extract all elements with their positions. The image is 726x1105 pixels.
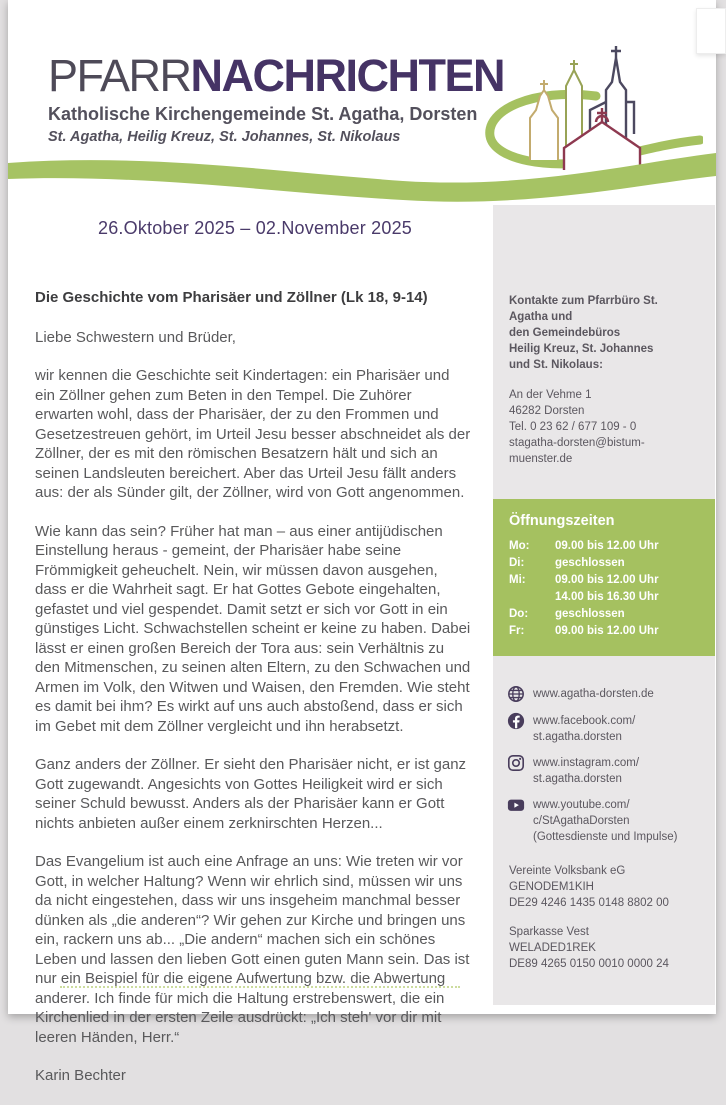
website-link[interactable]	[507, 686, 701, 703]
article-paragraph: Das Evangelium ist auch eine Anfrage an uns: Wie treten wir vor Gott, in welcher Haltung? Wenn wir ehrlich sind, müssen wir uns da nicht eingestehen, dass wir uns insgeheim manchmal besser dünken als „die anderen“? Wir gehen zur Kirche und bringen uns ein, rackern uns ab... „Die andern“ machen sich ein schönes Leben und lassen den lieben Gott einen guten Mann sein. Das ist nur ein Beispiel für die eigene Aufwertung bzw. die Abwertung anderer. Ich finde für mich die Haltung erstrebenswert, die ein Kirchenlied in der ersten Zeile ausdrückt: „Ich steh' vor dir mit leeren Händen, Herr.“	[35, 853, 470, 1046]
opening-hours-row	[509, 606, 699, 623]
social-links	[507, 686, 701, 845]
header	[48, 52, 504, 145]
facebook-url[interactable]: www.facebook.com/	[533, 715, 636, 727]
contact-email-link[interactable]: stagatha-dorsten@bistum-muenster.de	[509, 437, 645, 465]
article-paragraph: Ganz anders der Zöllner. Er sieht den Pharisäer nicht, er ist ganz Gott zugewandt. Angesichts von Gottes Heiligkeit wird er sich seiner Schuld bewusst. Anders als der Pharisäer kann er Gott nichts anbieten außer einem zerknirschten Herzen...	[35, 756, 467, 832]
hours-time: geschlossen	[555, 557, 625, 569]
instagram-url[interactable]: st.agatha.dorsten	[533, 773, 622, 785]
opening-hours-row	[509, 589, 699, 606]
opening-hours-row	[509, 572, 699, 589]
contact-block	[509, 293, 699, 467]
page-title	[48, 52, 504, 100]
article-salutation: Liebe Schwestern und Brüder,	[35, 328, 236, 346]
globe-icon	[507, 685, 525, 703]
instagram-link[interactable]	[507, 755, 701, 787]
hours-time: 14.00 bis 16.30 Uhr	[555, 591, 659, 603]
bank-accounts	[509, 863, 699, 972]
facebook-icon	[507, 712, 525, 730]
bank-bic: GENODEM1KIH	[509, 881, 594, 893]
bank-name: Vereinte Volksbank eG	[509, 865, 626, 877]
corner-overlay-box	[696, 8, 726, 54]
website-url[interactable]: www.agatha-dorsten.de	[533, 688, 654, 700]
contact-city: 46282 Dorsten	[509, 405, 585, 417]
hours-time: 09.00 bis 12.00 Uhr	[555, 625, 659, 637]
date-range-heading: 26.Oktober 2025 – 02.November 2025	[98, 218, 413, 238]
article-paragraph: wir kennen die Geschichte seit Kindertagen: ein Pharisäer und ein Zöllner gehen zum Beten in den Tempel. Die Zuhörer erwarten wohl, dass der Pharisäer, der zu den Frommen und Gesetzestreuen gehört, im Urteil Jesu besser abschneidet als der Zöllner, der es mit den römischen Besatzern hält und sich an seinen Landsleuten bereichert. Aber das Urteil Jesu fällt anders aus: der als Sünder gilt, der Zöllner, wird von Gott angenommen.	[35, 367, 471, 501]
contact-street: An der Vehme 1	[509, 389, 592, 401]
hours-day: Mi:	[509, 574, 526, 586]
article-signature: Karin Bechter	[35, 1067, 126, 1084]
youtube-note: (Gottesdienste und Impulse)	[533, 831, 678, 843]
contact-phone: Tel. 0 23 62 / 677 109 - 0	[509, 421, 637, 433]
bank-iban: DE29 4246 1435 0148 8802 00	[509, 897, 669, 909]
parish-community-subtitle: Katholische Kirchengemeinde St. Agatha, Dorsten	[48, 104, 478, 124]
opening-hours-title: Öffnungszeiten	[509, 513, 615, 529]
hours-day: Di:	[509, 557, 525, 569]
logo-text-pfarr: PFARR	[48, 50, 191, 101]
contact-title-line: Kontakte zum Pfarrbüro St. Agatha und	[509, 295, 658, 323]
hours-day: Mo:	[509, 540, 530, 552]
opening-hours-row	[509, 538, 699, 555]
hours-time: 09.00 bis 12.00 Uhr	[555, 540, 659, 552]
article-paragraph: Wie kann das sein? Früher hat man – aus einer antijüdischen Einstellung heraus - gemeint, der Pharisäer habe seine Frömmigkeit geheuchelt. Nein, wir müssen davon ausgehen, dass er die Wahrheit sagt. Er hat Gottes Gebote eingehalten, gefastet und viel gespendet. Damit setzt er sich vor Gott in ein günstiges Licht. Schwachstellen scheint er keine zu haben. Dabei lässt er einen großen Bereich der Tora aus: sein Verhältnis zu den Mitmenschen, zu seinen alten Eltern, zu den Schwachen und Armen im Volk, den Witwen und Waisen, den Fremden. Wie steht es damit bei ihm? Es wirkt auf uns auch abstoßend, dass er sich im Gebet mit dem Zöllner vergleicht und ihn herabsetzt.	[35, 522, 471, 735]
hours-day: Do:	[509, 608, 529, 620]
contact-parish-line: und St. Nikolaus:	[509, 359, 603, 371]
logo-text-nachrichten: NACHRICHTEN	[190, 50, 505, 101]
contact-parish-line: Heilig Kreuz, St. Johannes	[509, 343, 654, 355]
bank-account	[509, 924, 699, 972]
facebook-url[interactable]: st.agatha.dorsten	[533, 731, 622, 743]
bank-iban: DE89 4265 0150 0010 0000 24	[509, 958, 669, 970]
youtube-icon	[507, 796, 525, 814]
opening-hours-row	[509, 623, 699, 640]
green-wave-divider	[8, 148, 716, 208]
article	[35, 288, 471, 1105]
youtube-url[interactable]: www.youtube.com/	[533, 799, 630, 811]
youtube-link[interactable]	[507, 797, 701, 845]
hours-time: geschlossen	[555, 608, 625, 620]
newsletter-page	[8, 0, 716, 1084]
hours-day	[509, 589, 555, 606]
instagram-icon	[507, 754, 525, 772]
facebook-link[interactable]	[507, 713, 701, 745]
instagram-url[interactable]: www.instagram.com/	[533, 757, 640, 769]
article-title: Die Geschichte vom Pharisäer und Zöllner (Lk 18, 9-14)	[35, 289, 428, 306]
sidebar	[493, 205, 715, 1005]
hours-time: 09.00 bis 12.00 Uhr	[555, 574, 659, 586]
contact-title-line: den Gemeindebüros	[509, 327, 621, 339]
opening-hours-row	[509, 555, 699, 572]
youtube-url[interactable]: c/StAgathaDorsten	[533, 815, 630, 827]
bank-account	[509, 863, 699, 911]
opening-hours-box	[493, 499, 715, 656]
bank-name: Sparkasse Vest	[509, 926, 589, 938]
parishes-list: St. Agatha, Heilig Kreuz, St. Johannes, St. Nikolaus	[48, 129, 401, 145]
hours-day: Fr:	[509, 625, 525, 637]
footer-dotted-divider	[60, 986, 460, 988]
bank-bic: WELADED1REK	[509, 942, 596, 954]
